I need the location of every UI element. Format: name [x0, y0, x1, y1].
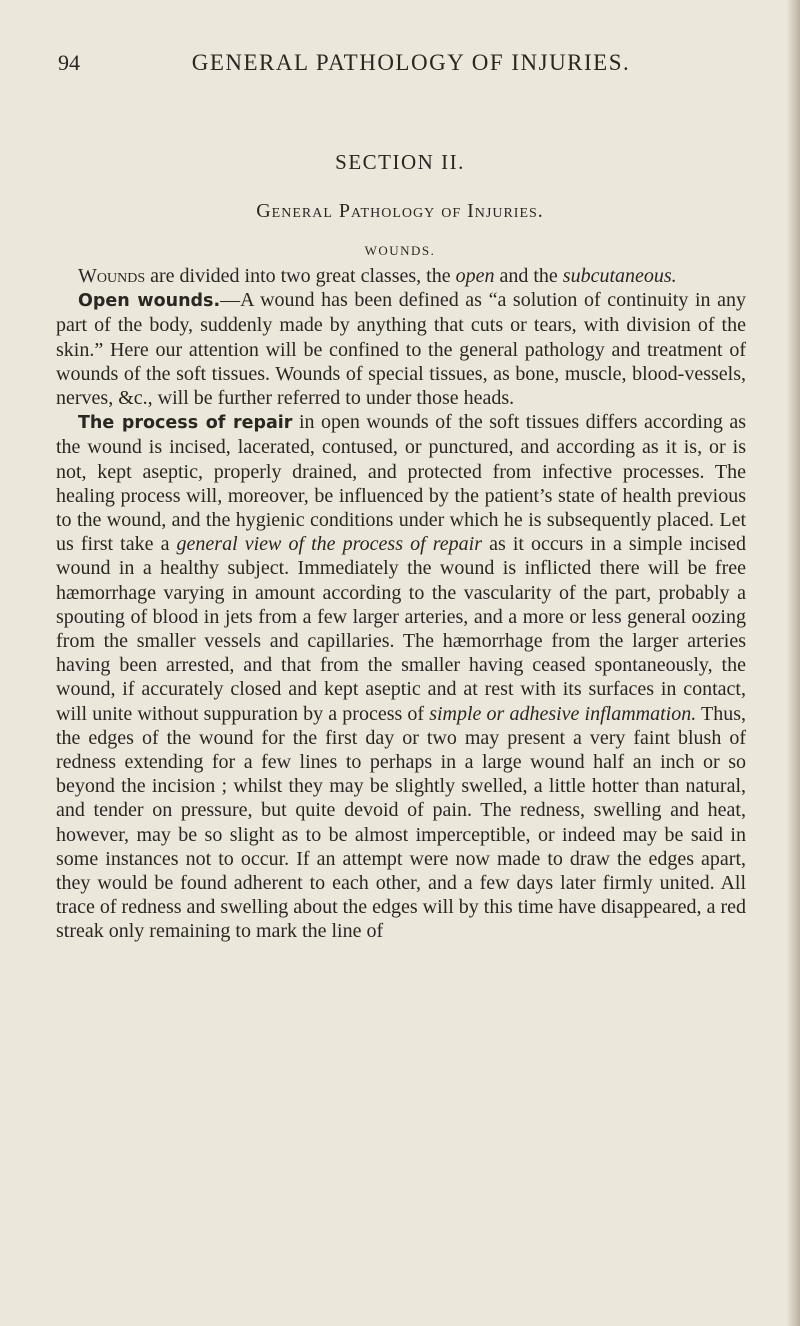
running-head: [58, 50, 734, 84]
paragraph-classes: [56, 264, 746, 288]
page-edge-shadow: [786, 0, 800, 1326]
bold-heading: The process of repair: [78, 413, 293, 434]
lead-word: Wounds: [78, 265, 146, 287]
paragraph-text: in open wounds of the soft tissues differs according as the wound is incised, lacerated, contused, or punctured, and according as it is, or is not, kept aseptic, properly drained, and protected from infective processes. The healing process will, moreover, be influenced by the patient’s state of health previous to the wound, and the hygienic conditions under which he is subsequently placed. Let us first take a: [56, 411, 746, 556]
paragraph-text: as it occurs in a simple incised wound in a healthy subject. Immediately the wound is inflicted there will be free hæmorrhage varying in amount according to the vascularity of the part, probably a spouting of blood in jets from a few larger arteries, and a more or less general oozing from the smaller vessels and capillaries. The hæmorrhage from the larger arteries having been arrested, and that from the smaller having ceased spontaneously, the wound, if accurately closed and kept aseptic and at rest with its surfaces in contact, will unite without suppuration by a process of: [56, 533, 747, 725]
paragraph-process-of-repair: [56, 410, 746, 943]
italic-term: open: [455, 265, 495, 287]
body-text: [56, 264, 746, 944]
italic-term: general view of the process of repair: [176, 533, 482, 556]
bold-heading: Open wounds.: [78, 291, 221, 312]
italic-term: subcutaneous.: [562, 265, 677, 287]
section-heading: SECTION II.: [335, 150, 465, 174]
italic-term: simple or adhesive inflammation.: [429, 702, 697, 725]
paragraph-text: and the: [494, 265, 563, 287]
chapter-title: General Pathology of Injuries.: [256, 200, 544, 222]
paragraph-text: —A wound has been defined as “a solution of continuity in any part of the body, suddenly made by anything that cuts or tears, with division of the skin.” Here our attention will be confined to the general pathology and treatment of wounds of the soft tissues. Wounds of special tissues, as bone, muscle, blood-vessels, nerves, &c., will be further referred to under those heads.: [56, 289, 746, 410]
running-title: GENERAL PATHOLOGY OF INJURIES.: [191, 50, 631, 75]
subheading-wounds: WOUNDS.: [364, 243, 436, 258]
paragraph-text: Thus, the edges of the wound for the first day or two may present a very faint blush of redness extending for a few lines to perhaps in a large wound half an inch or so beyond the incision ; whilst they may be slightly swelled, a little hotter than natural, and tender on pressure, but quite devoid of pain. The redness, swelling and heat, however, may be so slight as to be almost imperceptible, or indeed may be said in some instances not to occur. If an attempt were now made to draw the edges apart, they would be found adherent to each other, and a few days later firmly united. All trace of redness and swelling about the edges will by this time have disappeared, a red streak only remaining to mark the line of: [56, 702, 747, 943]
paragraph-open-wounds: [56, 288, 746, 410]
page-number: 94: [58, 50, 80, 75]
paragraph-text: are divided into two great classes, the: [145, 265, 456, 287]
